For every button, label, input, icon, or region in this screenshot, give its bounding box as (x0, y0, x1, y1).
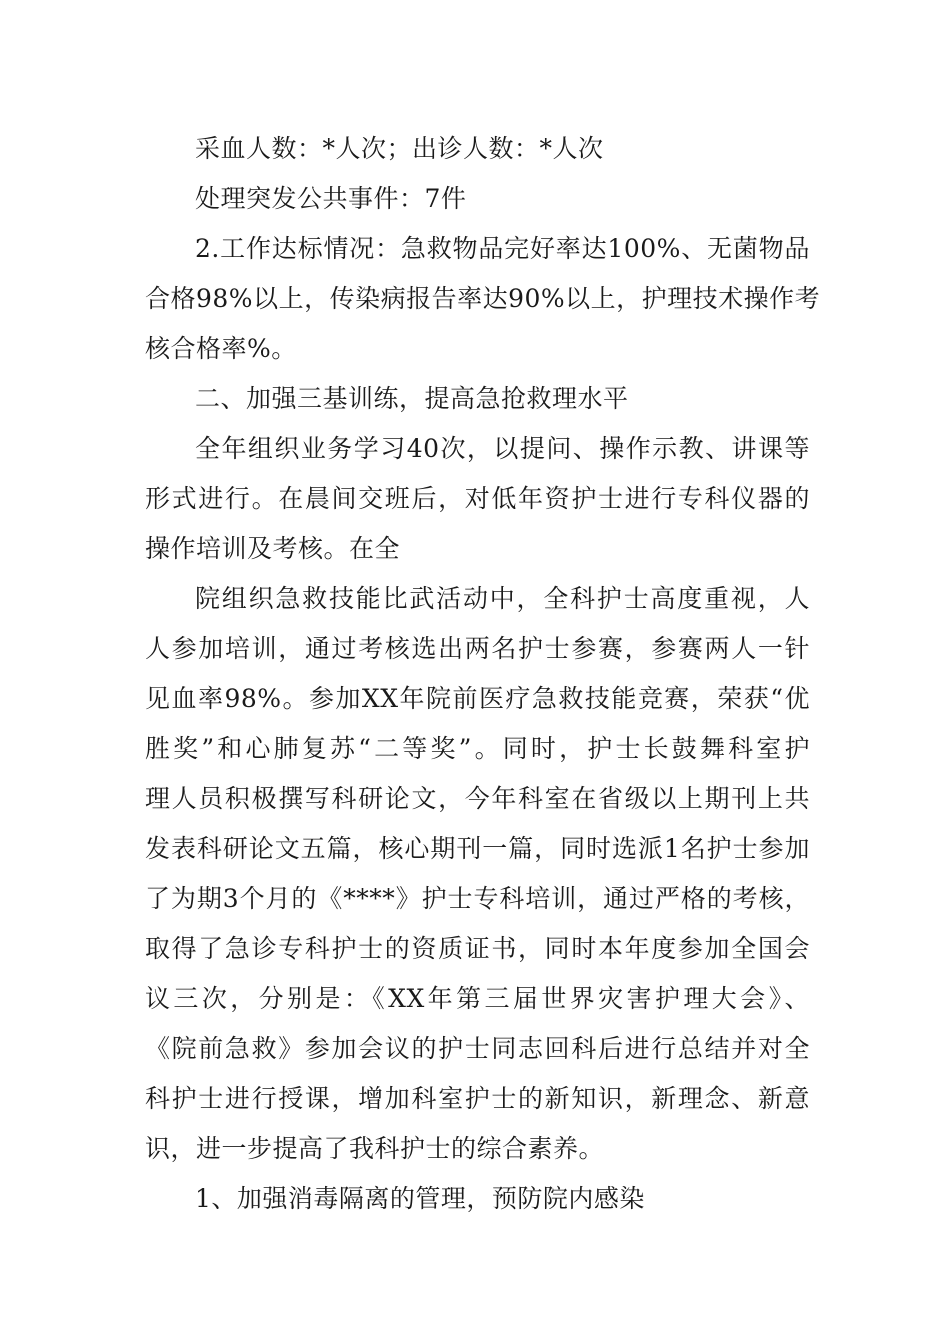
section-heading-2: 二、加强三基训练，提高急抢救理水平 (195, 384, 629, 413)
text-line-8: 形式进行。在晨间交班后，对低年资护士进行专科仪器的 (145, 484, 810, 513)
text-line-4: 合格98%以上，传染病报告率达90%以上，护理技术操作考 (145, 284, 821, 313)
text-line-16: 了为期3个月的《****》护士专科培训，通过严格的考核， (145, 884, 810, 913)
text-line-18: 议三次，分别是：《XX年第三届世界灾害护理大会》、 (145, 984, 810, 1013)
text-line-11: 人参加培训，通过考核选出两名护士参赛，参赛两人一针 (145, 634, 810, 663)
text-line-19: 《院前急救》参加会议的护士同志回科后进行总结并对全 (145, 1034, 810, 1063)
text-line-13: 胜奖”和心肺复苏“二等奖”。同时，护士长鼓舞科室护 (145, 734, 810, 763)
text-line-10: 院组织急救技能比武活动中，全科护士高度重视，人 (195, 584, 810, 613)
text-line-15: 发表科研论文五篇，核心期刊一篇，同时选派1名护士参加 (145, 834, 810, 863)
text-line-14: 理人员积极撰写科研论文，今年科室在省级以上期刊上共 (145, 784, 810, 813)
text-line-2: 处理突发公共事件：7件 (195, 184, 467, 213)
text-line-5: 核合格率%。 (145, 334, 297, 363)
text-line-17: 取得了急诊专科护士的资质证书，同时本年度参加全国会 (145, 934, 810, 963)
text-line-9: 操作培训及考核。在全 (145, 534, 401, 563)
text-line-21: 识，进一步提高了我科护士的综合素养。 (145, 1134, 605, 1163)
text-line-3: 2.工作达标情况：急救物品完好率达100%、无菌物品 (195, 234, 810, 263)
text-line-20: 科护士进行授课，增加科室护士的新知识，新理念、新意 (145, 1084, 810, 1113)
text-line-1: 采血人数：*人次；出诊人数：*人次 (195, 134, 604, 163)
subsection-heading-1: 1、加强消毒隔离的管理，预防院内感染 (195, 1184, 645, 1213)
text-line-12: 见血率98%。参加XX年院前医疗急救技能竞赛，荣获“优 (145, 684, 810, 713)
text-line-7: 全年组织业务学习40次，以提问、操作示教、讲课等 (195, 434, 810, 463)
